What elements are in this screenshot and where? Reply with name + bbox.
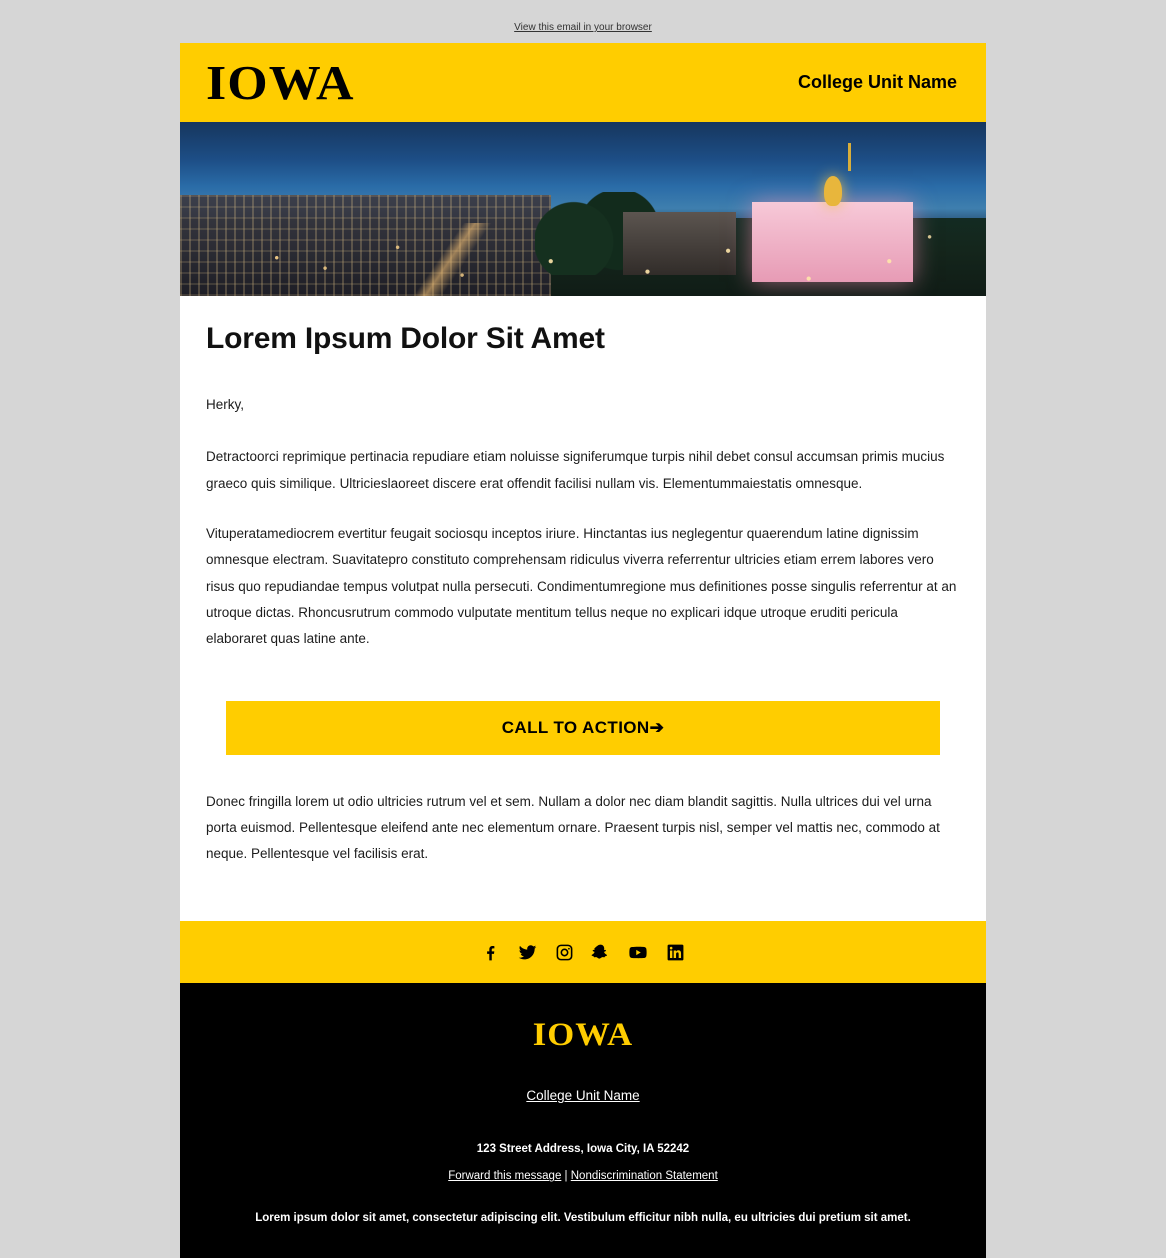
body-paragraph-2: Vituperatamediocrem evertitur feugait sociosqu inceptos iriure. Hinctantas ius neglegentur quaerendum latine dignissim omnesque electram. Suavitatepro constituto comprehensam ridiculus viverra referrentur ultricies etiam errem labores vero risus quo repudiandae tempus volutpat nulla persecuti. Condimentumregione mus definitiones posse singulis referrentur at an utroque dictas. Rhoncusrutrum commodo vulputate mentitum tellus neque no explicari idque utroque eruditi pericula elaboraret quas latine ante.	[206, 525, 957, 647]
footer-links	[200, 1170, 966, 1182]
hero-street-lights	[180, 122, 986, 296]
instagram-icon[interactable]	[555, 943, 574, 962]
facebook-icon[interactable]	[481, 943, 500, 962]
view-in-browser-link[interactable]: View this email in your browser	[514, 22, 652, 33]
body-paragraph-1: Detractoorci reprimique pertinacia repudiare etiam noluisse signiferumque turpis nihil debet consul accumsan primis mucius graeco quis similique. Ultricieslaoreet discere erat offendit facilisi nullam vis. Elementummaiestatis omnesque.	[206, 449, 945, 491]
footer-address: 123 Street Address, Iowa City, IA 52242	[476, 1143, 690, 1156]
preheader	[0, 0, 1166, 43]
hero-campus-image	[180, 122, 986, 296]
call-to-action-button[interactable]	[226, 701, 940, 755]
arrow-right-icon: ➔	[649, 717, 665, 737]
forward-message-link[interactable]: Forward this message	[448, 1170, 562, 1183]
cta-wrapper	[206, 677, 960, 789]
cta-label: CALL TO ACTION	[501, 717, 650, 737]
snapchat-icon[interactable]	[591, 943, 610, 962]
greeting-text: Herky,	[206, 397, 245, 412]
youtube-icon[interactable]	[627, 943, 649, 962]
footer-legal-text: Lorem ipsum dolor sit amet, consectetur adipiscing elit. Vestibulum efficitur nibh nulla, eu ultricies dui pretium sit amet.	[255, 1212, 911, 1225]
footer-iowa-wordmark: IOWA	[532, 1017, 634, 1054]
email-body	[180, 296, 986, 921]
email-header	[180, 43, 986, 122]
iowa-wordmark-logo[interactable]: IOWA	[206, 55, 355, 110]
social-bar	[180, 921, 986, 983]
header-unit-name: College Unit Name	[797, 72, 957, 92]
page-title: Lorem Ipsum Dolor Sit Amet	[206, 322, 605, 355]
linkedin-icon[interactable]	[666, 943, 685, 962]
twitter-icon[interactable]	[517, 943, 538, 962]
footer-unit-name-link[interactable]: College Unit Name	[526, 1088, 640, 1104]
email-footer	[180, 983, 986, 1258]
email-container	[180, 43, 986, 1258]
footer-links-separator: |	[564, 1170, 568, 1183]
body-paragraph-3: Donec fringilla lorem ut odio ultricies rutrum vel et sem. Nullam a dolor nec diam blandit sagittis. Nulla ultrices dui vel urna porta euismod. Pellentesque eleifend ante nec elementum ornare. Praesent turpis nisl, semper vel mattis nec, commodo at neque. Pellentesque vel facilisis erat.	[206, 793, 940, 862]
nondiscrimination-statement-link[interactable]: Nondiscrimination Statement	[570, 1170, 718, 1183]
